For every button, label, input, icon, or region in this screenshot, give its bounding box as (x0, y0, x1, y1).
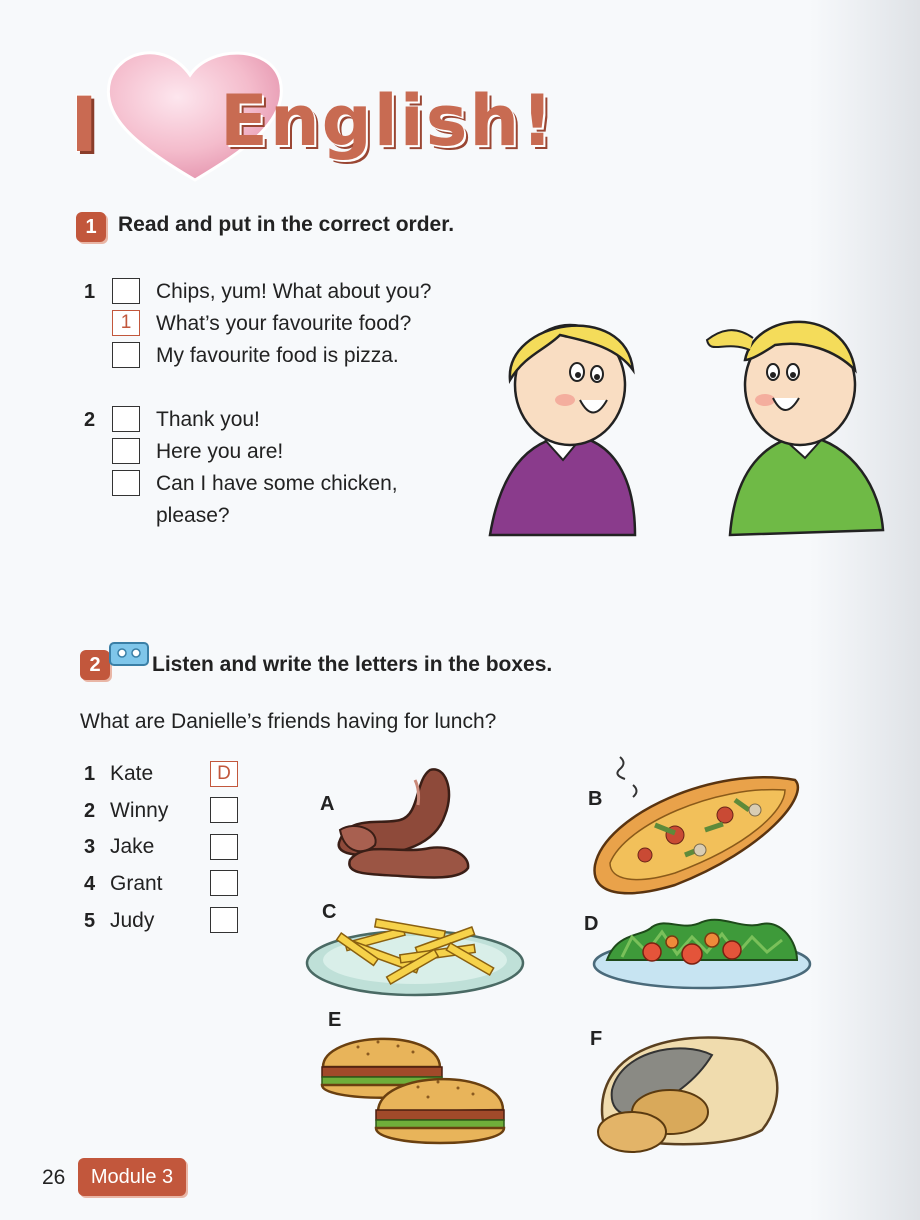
exercise-2-question: What are Danielle’s friends having for lunch? (80, 710, 497, 733)
salad-icon (592, 912, 812, 992)
dialogue-line: What’s your favourite food? (156, 312, 412, 335)
order-box[interactable]: 1 (112, 310, 140, 336)
food-letter-a: A (320, 793, 335, 815)
girl-illustration (705, 300, 885, 540)
answer-box[interactable]: D (210, 761, 238, 787)
friend-name: Judy (110, 909, 155, 932)
friend-number: 1 (84, 763, 96, 785)
page-title (70, 40, 556, 190)
food-letter-b: B (588, 788, 603, 810)
dialogue-line: Chips, yum! What about you? (156, 280, 432, 303)
dialogue-1-number: 1 (84, 281, 96, 303)
module-badge: Module 3 (78, 1158, 186, 1196)
food-letter-e: E (328, 1009, 342, 1031)
dialogue-line: Thank you! (156, 408, 260, 431)
boy-illustration (485, 300, 655, 540)
title-prefix: I (70, 80, 99, 169)
exercise-2-instruction: Listen and write the letters in the boxes. (152, 653, 553, 676)
potatoes-icon (592, 1030, 792, 1155)
audio-cassette-icon (108, 640, 150, 668)
pizza-icon (585, 755, 810, 900)
friend-number: 2 (84, 800, 96, 822)
exercise-1-number: 1 (76, 212, 106, 242)
dialogue-line: My favourite food is pizza. (156, 344, 399, 367)
dialogue-2-number: 2 (84, 409, 96, 431)
answer-box[interactable] (210, 870, 238, 896)
page-number: 26 (42, 1166, 66, 1189)
answer-box[interactable] (210, 907, 238, 933)
food-letter-d: D (584, 913, 599, 935)
answer-box[interactable] (210, 834, 238, 860)
dialogue-line: Here you are! (156, 440, 284, 463)
food-letter-c: C (322, 901, 337, 923)
order-box[interactable] (112, 278, 140, 304)
dialogue-line: Can I have some chicken, (156, 472, 398, 495)
burgers-icon (318, 1022, 508, 1152)
friend-name: Grant (110, 872, 163, 895)
order-box[interactable] (112, 438, 140, 464)
exercise-2-number: 2 (80, 650, 110, 680)
order-box[interactable] (112, 406, 140, 432)
dialogue-line-continuation: please? (156, 504, 230, 527)
friend-name: Kate (110, 762, 154, 785)
friend-number: 4 (84, 873, 96, 895)
friend-number: 3 (84, 836, 96, 858)
exercise-1-instruction: Read and put in the correct order. (118, 213, 455, 236)
food-letter-f: F (590, 1028, 603, 1050)
chips-icon (305, 905, 525, 1000)
sausages-icon (320, 760, 480, 885)
friend-number: 5 (84, 910, 96, 932)
order-box[interactable] (112, 470, 140, 496)
title-word: English! (220, 80, 556, 162)
friend-name: Winny (110, 799, 169, 822)
answer-box[interactable] (210, 797, 238, 823)
order-box[interactable] (112, 342, 140, 368)
friend-name: Jake (110, 835, 155, 858)
